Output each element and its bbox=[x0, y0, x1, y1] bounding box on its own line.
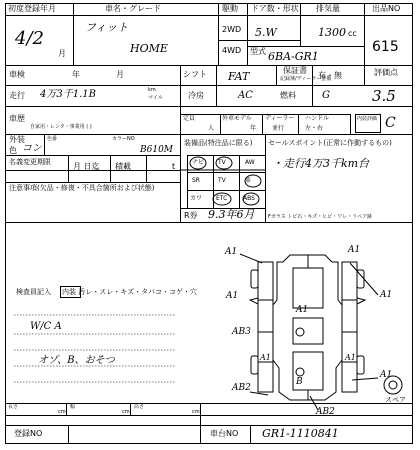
inspection-month-unit: 月 bbox=[116, 70, 124, 79]
equip-tv2: TV bbox=[218, 177, 226, 184]
warranty-options: 有・無 bbox=[318, 71, 342, 80]
warranty-label: 保証書 bbox=[283, 66, 307, 75]
import-model-value: 年 bbox=[250, 125, 257, 132]
color-value: コン bbox=[22, 143, 42, 154]
interior-value: C bbox=[385, 115, 396, 131]
doors-shape-value: 5.W bbox=[255, 26, 277, 39]
mileage-unit-km: km bbox=[148, 87, 156, 93]
damage-mark: AB2 bbox=[232, 383, 251, 393]
damage-mark: A1 bbox=[260, 353, 271, 362]
chassis-label: 車台NO bbox=[210, 429, 239, 438]
warranty-sub: 記録簿/ディーラー整備 bbox=[280, 76, 332, 82]
damage-mark: A1 bbox=[345, 353, 356, 362]
import-model-label: 外車モデル bbox=[222, 115, 252, 122]
equip-aw: AW bbox=[245, 159, 255, 166]
chassis-value: GR1-1110841 bbox=[262, 427, 339, 440]
ac-label: 冷房 bbox=[188, 91, 204, 100]
fuel-value: G bbox=[322, 90, 330, 101]
damage-mark: A1 bbox=[296, 305, 309, 315]
inspection-year-unit: 年 bbox=[72, 70, 80, 79]
history-label: 車歴 bbox=[9, 114, 25, 123]
dealer-value: 並行 bbox=[272, 125, 285, 132]
load-label: 積載 bbox=[115, 162, 131, 171]
capacity-unit: 人 bbox=[208, 125, 215, 132]
damage-mark: A1 bbox=[380, 370, 393, 380]
capacity-label: 定員 bbox=[183, 115, 196, 122]
lot-no-value: 615 bbox=[372, 39, 399, 55]
width-unit: cm bbox=[122, 409, 130, 415]
interior-label: 内装評価 bbox=[357, 116, 378, 122]
height-label: 高さ bbox=[134, 404, 145, 410]
inspector-note-1: W/C A bbox=[30, 321, 62, 332]
spare-tire-label: スペア bbox=[385, 396, 406, 404]
width-label: 幅 bbox=[70, 404, 76, 410]
damage-mark: A1 bbox=[348, 245, 361, 255]
r-ticket-label: R券 bbox=[184, 211, 198, 220]
load-unit: t bbox=[172, 162, 176, 171]
equipment-title: 装備品(特注品に限る) bbox=[184, 139, 253, 147]
equip-leather: 革 bbox=[245, 177, 252, 184]
r-ticket-value: 9.3年6月 bbox=[208, 208, 255, 221]
vehicle-name-value: フィット bbox=[85, 21, 129, 34]
model-label: 型式 bbox=[250, 47, 266, 56]
sales-point-value: ・走行4万3千km台 bbox=[272, 157, 370, 170]
remarks-label: 注意事項(欠品・修復・不具合箇所および状態) bbox=[9, 184, 155, 192]
doors-shape-label: ドア数・形状 bbox=[251, 4, 299, 13]
vehicle-name-label: 車名・グレード bbox=[105, 4, 161, 13]
color-no-value: B610M bbox=[140, 145, 174, 155]
name-change-label: 名義変更期限 bbox=[9, 158, 51, 166]
model-value: 6BA-GR1 bbox=[268, 50, 319, 63]
length-unit: cm bbox=[58, 409, 66, 415]
inspection-label: 車検 bbox=[9, 70, 25, 79]
equip-abs: ABS bbox=[243, 195, 255, 202]
handle-value: 左・右 bbox=[305, 125, 324, 132]
drive-label: 駆動 bbox=[222, 4, 238, 13]
damage-mark: AB2 bbox=[316, 407, 335, 417]
mileage-label: 走行 bbox=[9, 91, 25, 100]
length-label: 長さ bbox=[8, 404, 19, 410]
equip-navi: ナビ bbox=[192, 159, 205, 166]
name-change-date: 月 日迄 bbox=[73, 162, 100, 171]
shift-value: FAT bbox=[228, 70, 250, 83]
grade-value: HOME bbox=[130, 42, 168, 55]
score-value: 3.5 bbox=[372, 87, 396, 105]
mileage-unit-mile: マイル bbox=[148, 95, 163, 101]
inspector-items: 内装 汚レ・スレ・キズ・タバコ・コゲ・穴 bbox=[62, 288, 198, 296]
reg-no-label: 登録NO bbox=[14, 429, 43, 438]
displacement-label: 排気量 bbox=[316, 4, 340, 13]
history-sub: 自家用・レンタ・事業用 ( ) bbox=[30, 124, 92, 130]
drive-2wd: 2WD bbox=[222, 25, 242, 34]
equip-tv: TV bbox=[218, 159, 226, 166]
inspector-label: 検査員記入 bbox=[16, 288, 51, 296]
exterior-label: 外装 bbox=[9, 135, 25, 144]
color-label: 色 bbox=[9, 146, 17, 155]
fuel-label: 燃料 bbox=[280, 91, 296, 100]
handle-label: ハンドル bbox=[305, 115, 330, 122]
glass-header: Fガラス トビ石・キズ・ヒビ・ワレ・リペア跡 bbox=[268, 214, 373, 220]
displacement-value: 1300 bbox=[318, 26, 346, 39]
drive-4wd: 4WD bbox=[222, 46, 242, 55]
height-unit: cm bbox=[192, 409, 200, 415]
score-label: 評価点 bbox=[374, 68, 398, 77]
cc-unit: cc bbox=[348, 29, 357, 38]
ac-value: AC bbox=[238, 90, 253, 101]
sales-point-title: セールスポイント(正常に作動するもの) bbox=[268, 139, 392, 147]
color-no2-label: カラーNO bbox=[112, 136, 135, 142]
equip-sr: SR bbox=[192, 177, 200, 184]
damage-mark: A1 bbox=[225, 247, 238, 257]
equip-kawa: カワ bbox=[190, 195, 203, 202]
damage-mark: B bbox=[296, 377, 303, 387]
mileage-value: 4万3千1.1B bbox=[40, 89, 96, 100]
damage-mark: AB3 bbox=[232, 327, 251, 337]
damage-mark: A1 bbox=[380, 290, 393, 300]
lot-no-label: 出品NO bbox=[372, 4, 401, 13]
inspector-note-2: オゾ、B、おそつ bbox=[38, 355, 115, 366]
first-reg-month-unit: 月 bbox=[58, 49, 66, 58]
first-reg-value: 4/2 bbox=[15, 28, 44, 49]
dealer-label: ディーラー bbox=[265, 115, 295, 122]
first-reg-label: 初度登録年月 bbox=[8, 4, 56, 13]
equip-etc: ETC bbox=[216, 195, 228, 202]
color-no-label: 色番 bbox=[47, 136, 58, 142]
shift-label: シフト bbox=[183, 70, 207, 79]
damage-mark: A1 bbox=[226, 291, 239, 301]
